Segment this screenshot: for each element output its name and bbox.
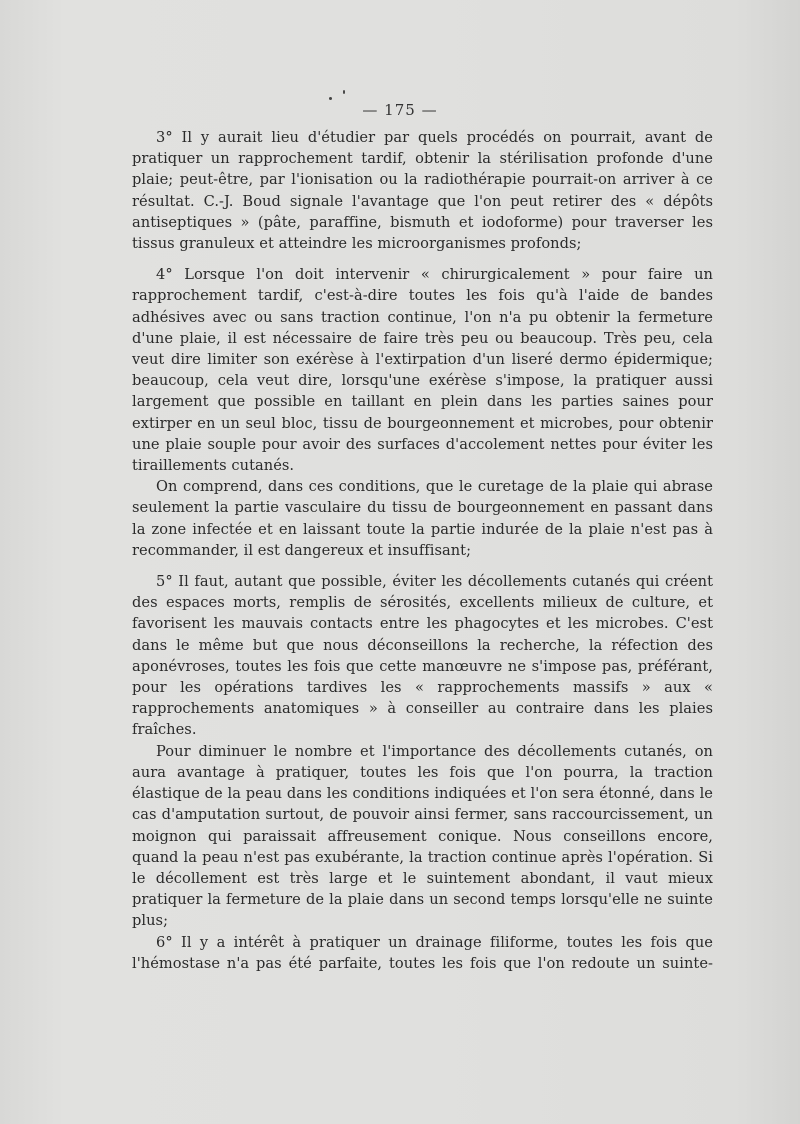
paragraph-curetage: On comprend, dans ces conditions, que le curetage de la plaie qui abrase seulement la partie vasculaire du tissu de bourgeonnement en passant dans la zone infectée et en laissant toute la partie indurée de la plaie n'est pas à recommander, il est dangereux et insuffisant; (132, 478, 713, 559)
paragraph-item-5: 5° Il faut, autant que possible, éviter les décollements cutanés qui créent des espaces morts, remplis de sérosités, excellents milieux de culture, et favorisent les mauvais contacts entre les phagocytes et les microbes. C'est dans le même but que nous déconseillons la recherche, la réfection des aponévroses, toutes les fois que cette manœuvre ne s'impose pas, préférant, pour les opérations tardives les « rapprochements massifs » aux « rapprochements anatomiques » à conseiller au contraire dans les plaies fraîches. (132, 573, 713, 739)
page-number: — 175 — (362, 101, 438, 119)
ink-speck (329, 97, 332, 100)
body-text (132, 127, 713, 974)
paragraph-item-4: 4° Lorsque l'on doit intervenir « chirurgicalement » pour faire un rapprochement tardif, c'est-à-dire toutes les fois qu'à l'aide de bandes adhésives avec ou sans traction continue, l'on n'a pu obtenir la fermeture d'une plaie, il est nécessaire de faire très peu ou beaucoup. Très peu, cela veut dire limiter son exérèse à l'extirpation d'un liseré dermo épidermique; beaucoup, cela veut dire, lorsqu'une exérèse s'impose, la pratiquer aussi largement que possible en taillant en plein dans les parties saines pour extirper en un seul bloc, tissu de bourgeonnement et microbes, pour obtenir une plaie souple pour avoir des surfaces d'accolement nettes pour éviter les tiraillements cutanés. (132, 266, 713, 475)
paragraph-item-3: 3° Il y aurait lieu d'étudier par quels procédés on pourrait, avant de pratiquer un rapprochement tardif, obtenir la stérilisation profonde d'une plaie; peut-être, par l'ionisation ou la radiothérapie pourrait-on arriver à ce résultat. C.-J. Boud signale l'avantage que l'on peut retirer des « dépôts antiseptiques » (pâte, paraffine, bismuth et iodoforme) pour traverser les tissus granuleux et atteindre les microorganismes profonds; (132, 129, 713, 253)
ink-speck (343, 90, 345, 94)
paragraph-item-6: 6° Il y a intérêt à pratiquer un drainage filiforme, toutes les fois que l'hémostase n'a pas été parfaite, toutes les fois que l'on redoute un suinte- (132, 933, 713, 972)
paragraph-decollements: Pour diminuer le nombre et l'importance des décollements cutanés, on aura avantage à pratiquer, toutes les fois que l'on pourra, la traction élastique de la peau dans les conditions indiquées et l'on sera étonné, dans le cas d'amputation surtout, de pouvoir ainsi fermer, sans raccourcissement, un moignon qui paraissait affreusement conique. Nous conseillons encore, quand la peau n'est pas exubérante, la traction continue après l'opération. Si le décollement est très large et le suintement abondant, il vaut mieux pratiquer la fermeture de la plaie dans un second temps lorsqu'elle ne suinte plus; (132, 742, 713, 930)
